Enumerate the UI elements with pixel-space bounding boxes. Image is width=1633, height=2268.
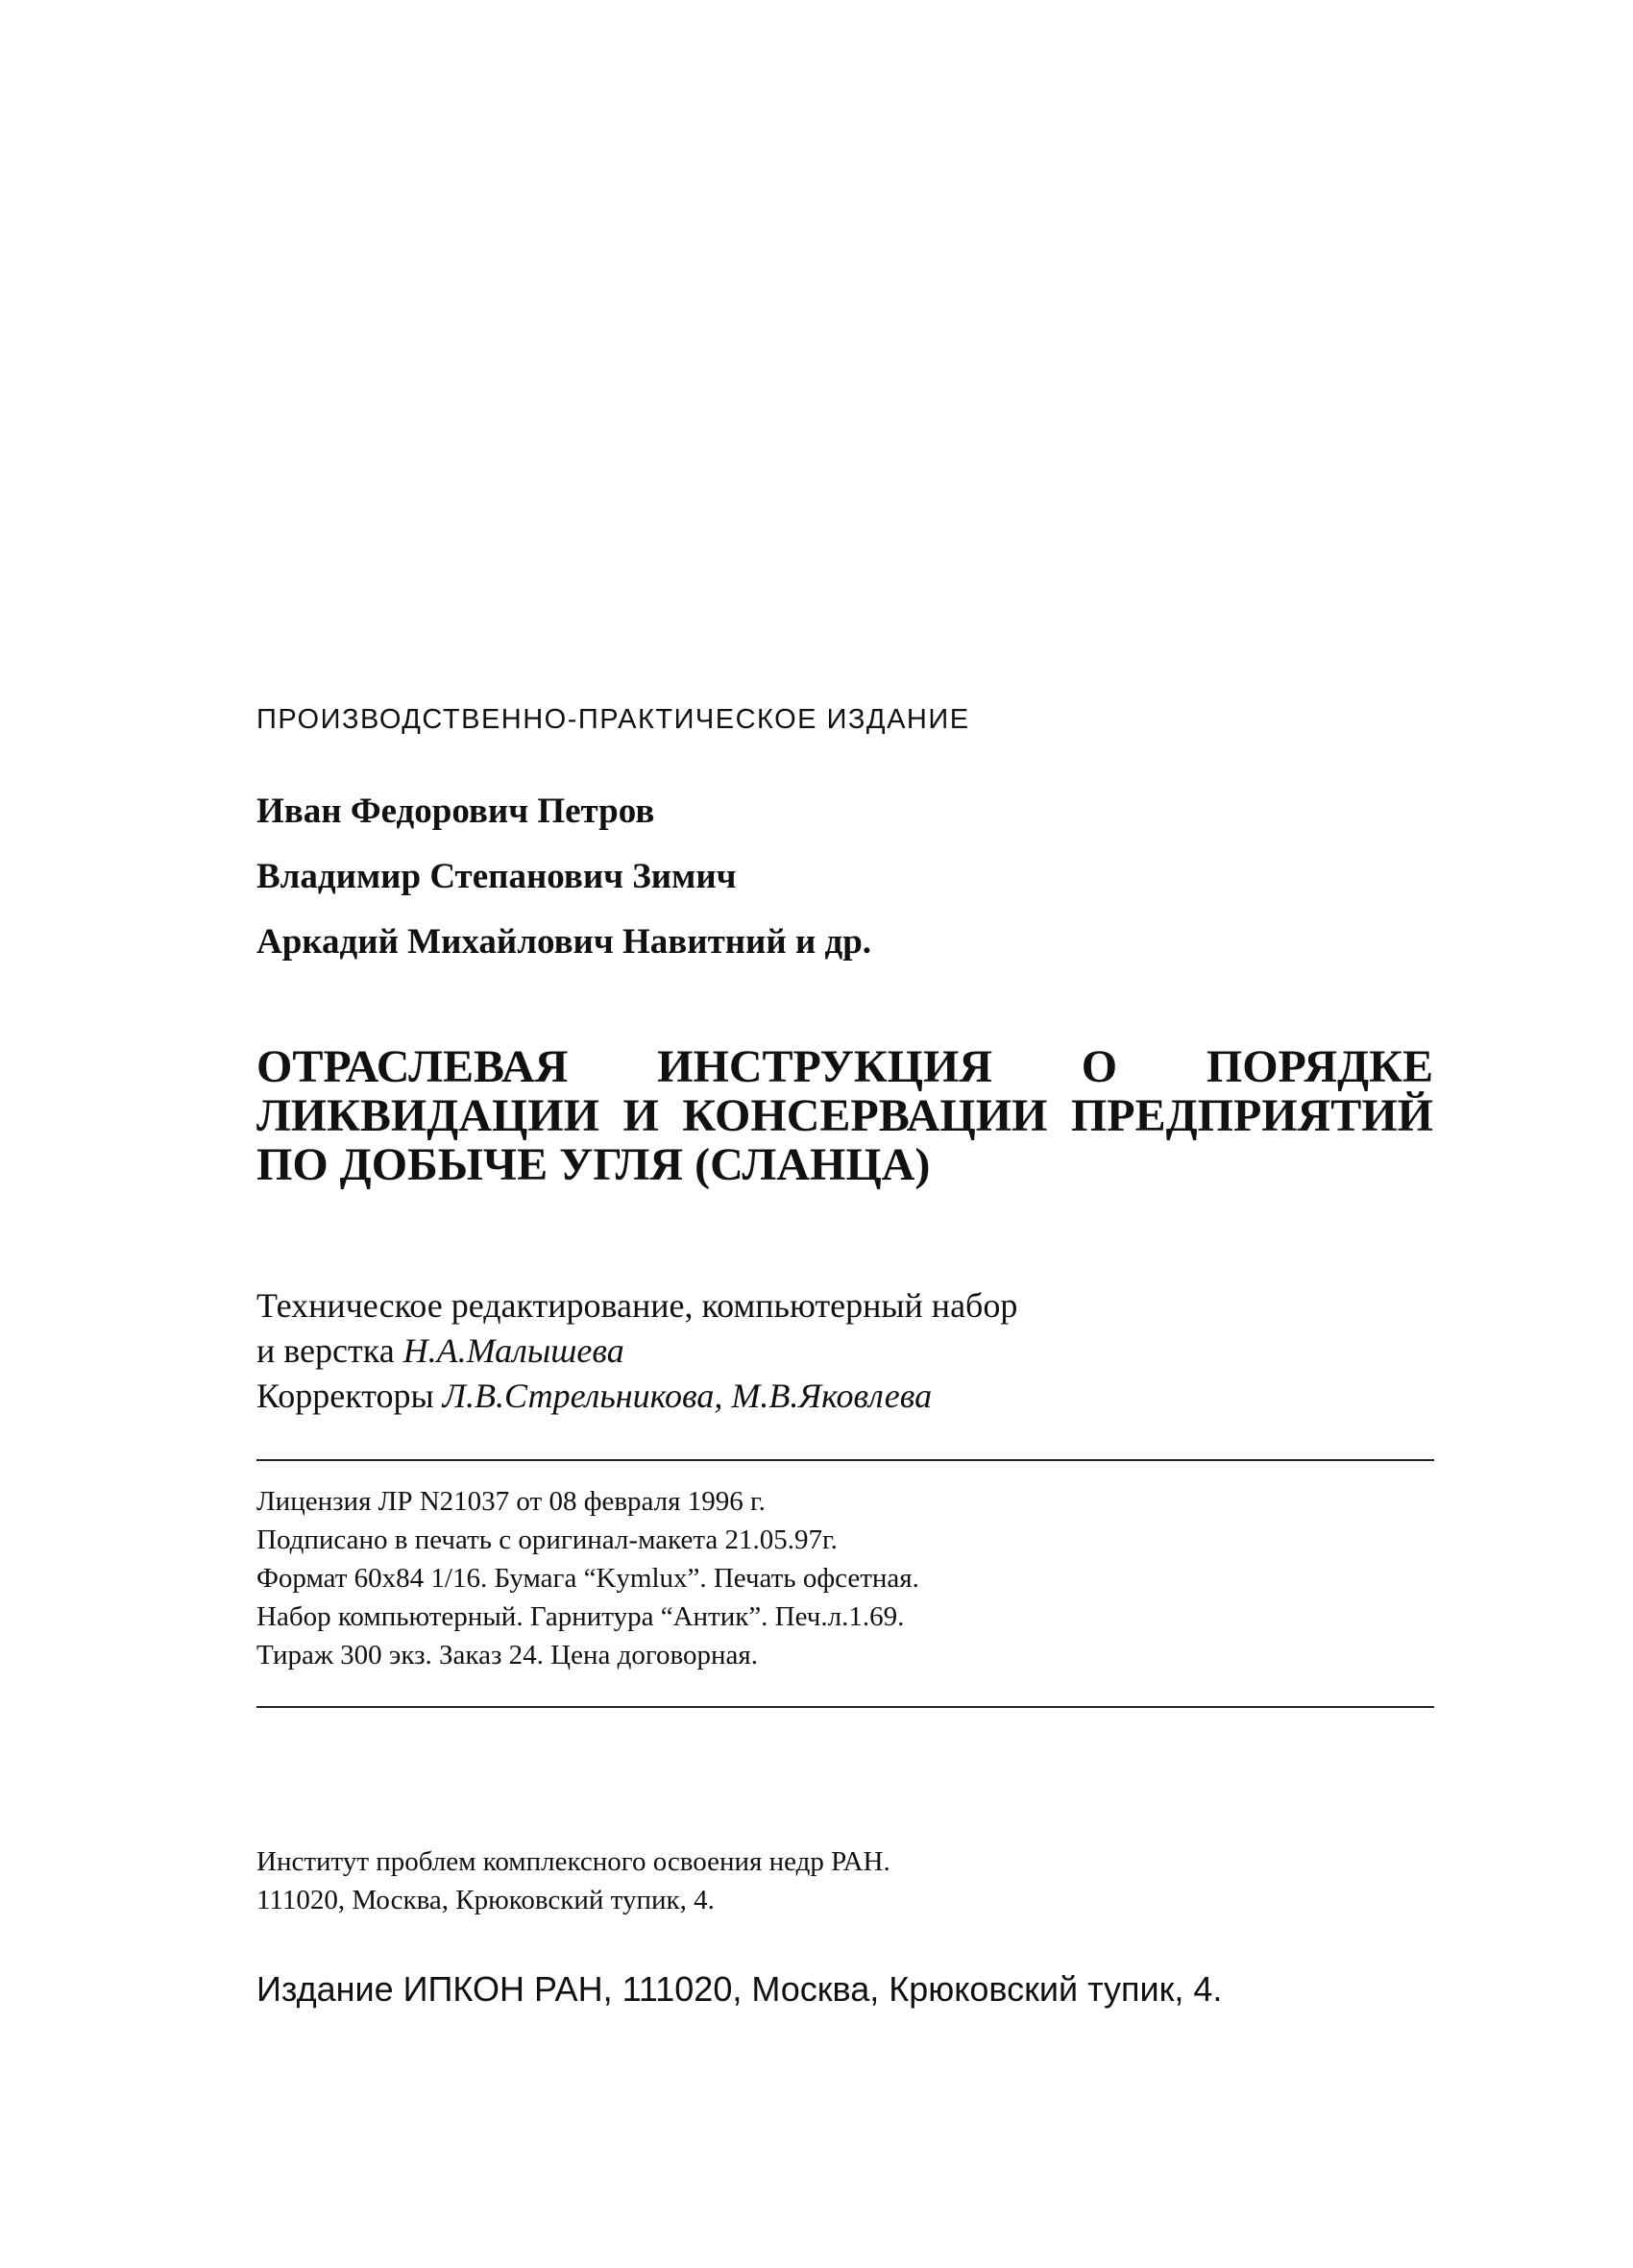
credits-line: Техническое редактирование, компьютерный набор <box>256 1286 1018 1325</box>
author-name: Владимир Степанович Зимич <box>256 857 737 896</box>
editor-name: Н.А.Малышева <box>402 1331 624 1370</box>
imprint-block <box>256 1482 919 1674</box>
imprint-line: Подписано в печать с оригинал-макета 21.05.97г. <box>256 1524 838 1555</box>
imprint-line: Формат 60х84 1/16. Бумага “Kymlux”. Печать офсетная. <box>256 1563 919 1594</box>
author-name: Аркадий Михайлович Навитний и др. <box>256 922 872 962</box>
proofreader-names: Л.В.Стрельникова, М.В.Яковлева <box>442 1377 933 1415</box>
divider <box>256 1459 1434 1461</box>
title-line: ЛИКВИДАЦИИ И КОНСЕРВАЦИИ ПРЕДПРИЯТИЙ <box>256 1090 1433 1141</box>
credits-line <box>256 1329 1017 1374</box>
institute-line: Институт проблем комплексного освоения недр РАН. <box>256 1846 890 1877</box>
imprint-line: Набор компьютерный. Гарнитура “Антик”. Печ.л.1.69. <box>256 1601 905 1632</box>
imprint-line: Лицензия ЛР N21037 от 08 февраля 1996 г. <box>256 1486 766 1517</box>
divider <box>256 1706 1434 1708</box>
title-line: ОТРАСЛЕВАЯ ИНСТРУКЦИЯ О ПОРЯДКЕ <box>256 1041 1433 1092</box>
credits-label: и верстка <box>256 1331 403 1370</box>
document-title <box>256 1042 1433 1189</box>
institute-line: 111020, Москва, Крюковский тупик, 4. <box>256 1885 715 1915</box>
title-line: ПО ДОБЫЧЕ УГЛЯ (СЛАНЦА) <box>256 1139 931 1190</box>
credits-label: Корректоры <box>256 1377 443 1415</box>
authors-list <box>256 793 871 989</box>
imprint-line: Тираж 300 экз. Заказ 24. Цена договорная. <box>256 1640 759 1671</box>
editorial-credits <box>256 1283 1017 1419</box>
edition-line: Издание ИПКОН РАН, 111020, Москва, Крюковский тупик, 4. <box>256 1969 1223 2009</box>
institute-address <box>256 1842 890 1919</box>
credits-line <box>256 1374 1017 1419</box>
author-name: Иван Федорович Петров <box>256 792 655 831</box>
series-heading: ПРОИЗВОДСТВЕННО-ПРАКТИЧЕСКОЕ ИЗДАНИЕ <box>256 704 970 735</box>
